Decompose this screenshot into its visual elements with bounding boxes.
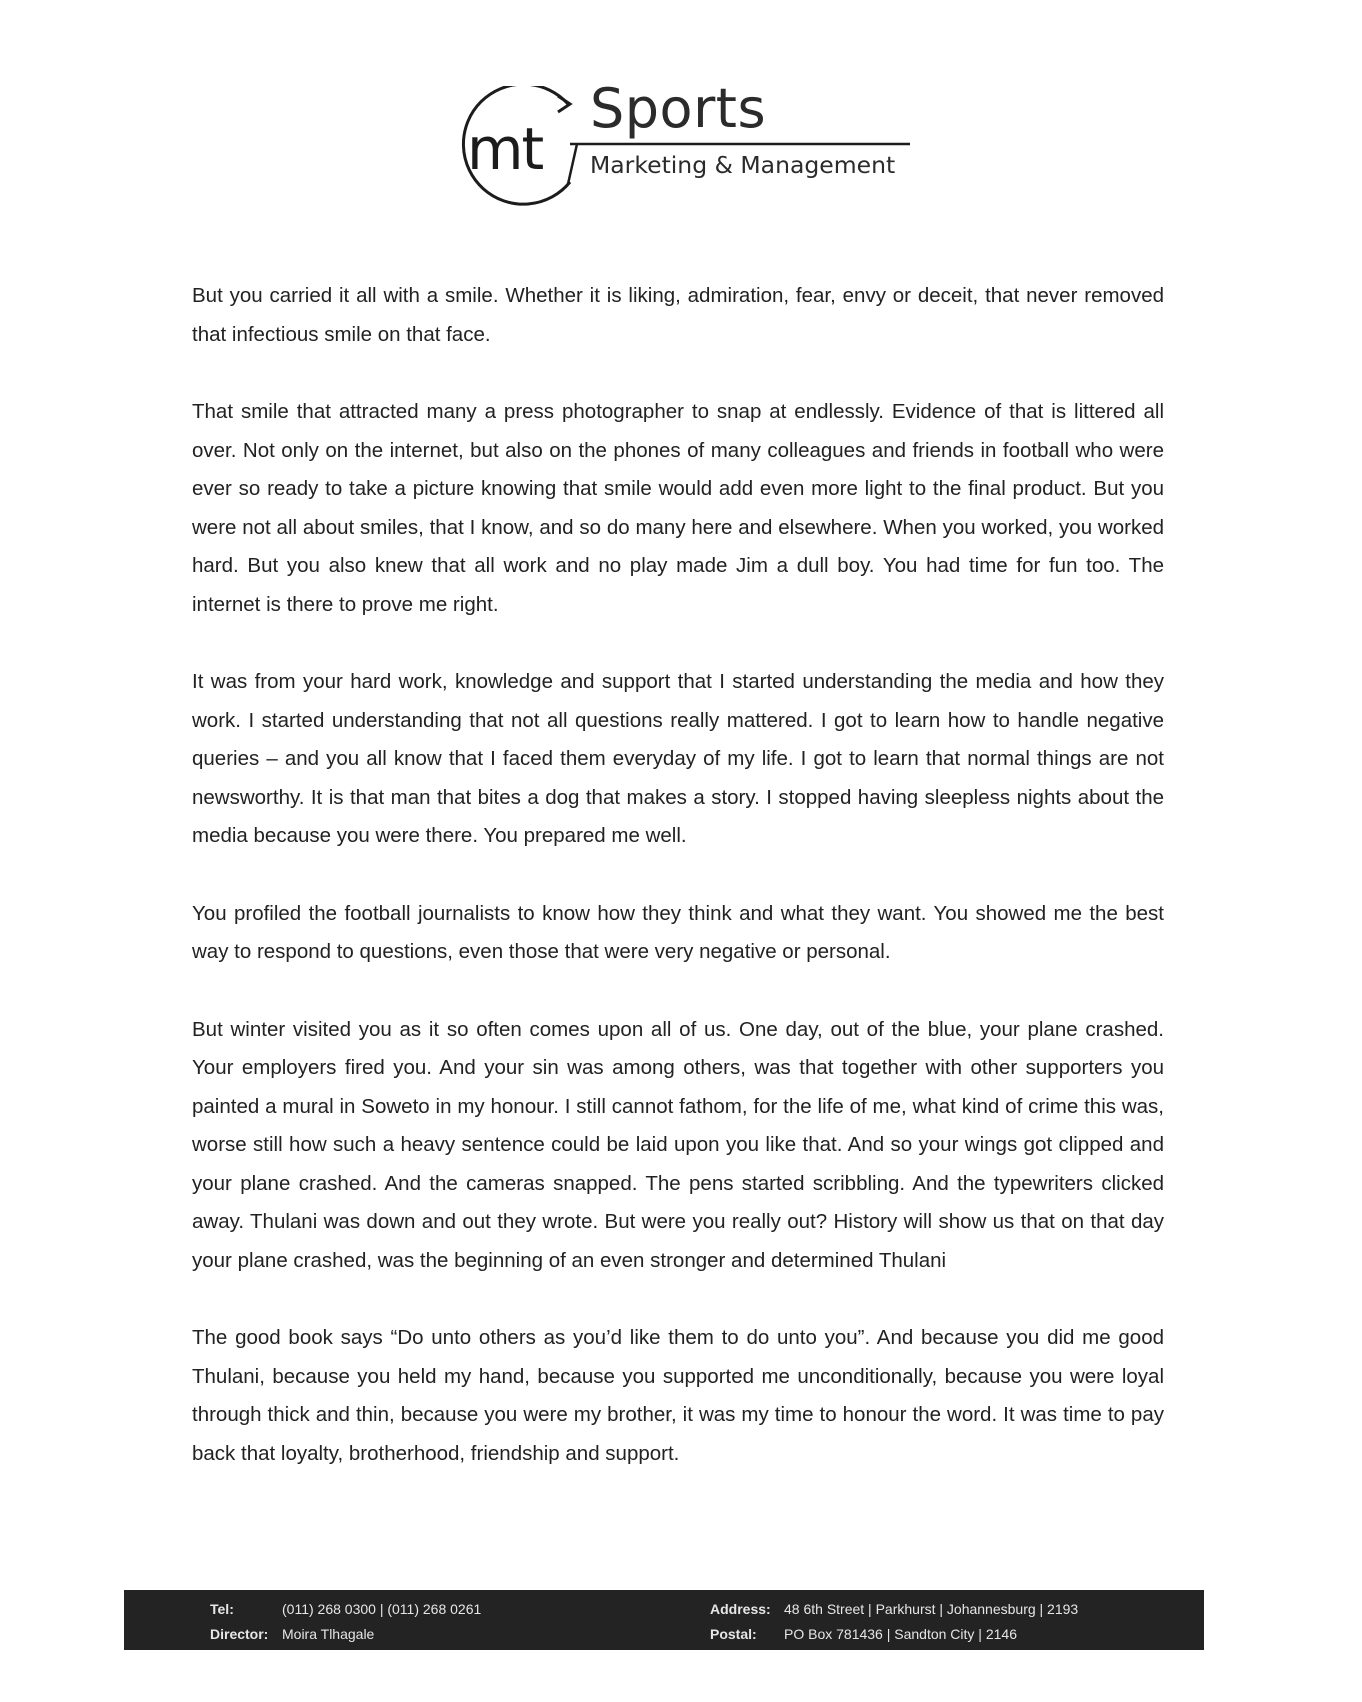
logo-tagline: Marketing & Management xyxy=(590,151,896,179)
footer-tel xyxy=(210,1601,481,1617)
address-value: 48 6th Street | Parkhurst | Johannesburg | 2193 xyxy=(784,1601,1079,1617)
paragraph-3: It was from your hard work, knowledge and support that I started understanding the media and how they work. I started understanding that not all questions really mattered. I got to learn how to handle negative queries – and you all know that I faced them everyday of my life. I got to learn that normal things are not newsworthy. It is that man that bites a dog that makes a story. I stopped having sleepless nights about the media because you were there. You prepared me well. xyxy=(192,670,1164,847)
director-label: Director: xyxy=(210,1626,269,1642)
paragraph-5: But winter visited you as it so often comes upon all of us. One day, out of the blue, your plane crashed. Your employers fired you. And your sin was among others, was that together with other supporters you painted a mural in Soweto in my honour. I still cannot fathom, for the life of me, what kind of crime this was, worse still how such a heavy sentence could be laid upon you like that. And so your wings got clipped and your plane crashed. And the cameras snapped. The pens started scribbling. And the typewriters clicked away. Thulani was down and out they wrote. But were you really out? History will show us that on that day your plane crashed, was the beginning of an even stronger and determined Thulani xyxy=(192,1017,1164,1272)
footer-director xyxy=(210,1626,374,1642)
paragraph-2: That smile that attracted many a press photographer to snap at endlessly. Evidence of that is littered all over. Not only on the internet, but also on the phones of many colleagues and friends in football who were ever so ready to take a picture knowing that smile would add even more light to the final product. But you were not all about smiles, that I know, and so do many here and elsewhere. When you worked, you worked hard. But you also knew that all work and no play made Jim a dull boy. You had time for fun too. The internet is there to prove me right. xyxy=(192,400,1164,616)
footer-address xyxy=(710,1601,1078,1617)
postal-value: PO Box 781436 | Sandton City | 2146 xyxy=(784,1626,1017,1642)
letterhead-footer xyxy=(124,1590,1204,1650)
director-value: Moira Tlhagale xyxy=(282,1626,375,1642)
paragraph-4: You profiled the football journalists to know how they think and what they want. You showed me the best way to respond to questions, even those that were very negative or personal. xyxy=(192,901,1164,963)
logo-brand-name: Sports xyxy=(590,77,767,140)
logo-monogram: mt xyxy=(467,115,543,183)
paragraph-1: But you carried it all with a smile. Whether it is liking, admiration, fear, envy or deceit, that never removed that infectious smile on that face. xyxy=(192,284,1164,346)
letter-body xyxy=(192,277,1164,1512)
tel-label: Tel: xyxy=(210,1601,234,1617)
footer-postal xyxy=(710,1626,1017,1642)
tel-value: (011) 268 0300 | (011) 268 0261 xyxy=(282,1601,482,1617)
postal-label: Postal: xyxy=(710,1626,757,1642)
company-logo xyxy=(450,77,920,226)
paragraph-6: The good book says “Do unto others as you’d like them to do unto you”. And because you did me good Thulani, because you held my hand, because you supported me unconditionally, because you were loyal through thick and thin, because you were my brother, it was my time to honour the word. It was time to pay back that loyalty, brotherhood, friendship and support. xyxy=(192,1326,1164,1465)
address-label: Address: xyxy=(710,1601,771,1617)
